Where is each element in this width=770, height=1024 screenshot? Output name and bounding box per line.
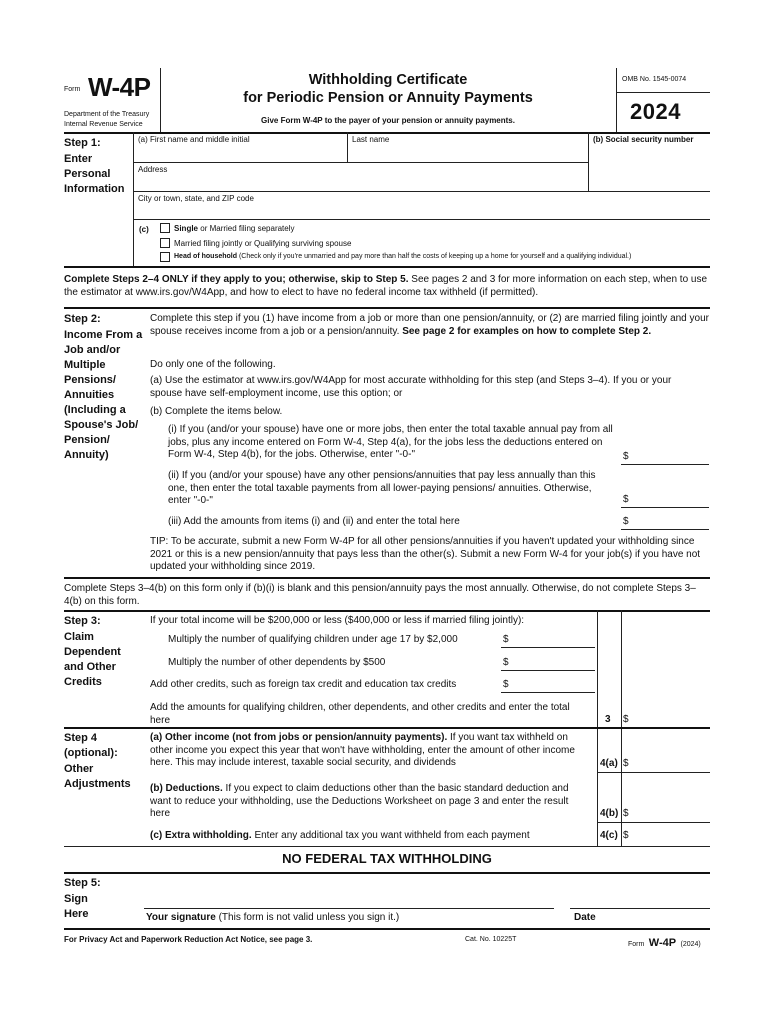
step4b-box-label: 4(b) [600, 808, 619, 819]
step2-i-dollar: $ [623, 451, 629, 462]
give-to-payer: Give Form W-4P to the payer of your pension or annuity payments. [261, 116, 515, 125]
step2-intro: Complete this step if you (1) have income from a job or more than one pension/annuity, or (2) are married filing jointly and your spouse receives income from a job or a pension/annuity. See page 2 for examples on how to complete Step 2. [150, 313, 709, 337]
step4a-amount[interactable] [631, 756, 707, 770]
complete-steps-note2: Complete Steps 3–4(b) on this form only if (b)(i) is blank and this pension/annuity pays the most annually. Otherwise, do not complete Steps 3–4(b) on this form. [64, 583, 696, 607]
step3-credits-dollar: $ [503, 679, 509, 690]
step4c-amount[interactable] [631, 828, 707, 842]
privacy-notice: For Privacy Act and Paperwork Reduction Act Notice, see page 3. [64, 935, 313, 944]
step2-do-only: Do only one of the following. [150, 359, 276, 370]
step2-title: Step 2: [64, 313, 101, 325]
step4-c-text: (c) Extra withholding. Enter any additional tax you want withheld from each payment [150, 830, 530, 841]
step3-children-dollar: $ [503, 634, 509, 645]
step2-ii-dollar: $ [623, 494, 629, 505]
checkbox-single[interactable] [160, 223, 170, 233]
step2-item-iii: (iii) Add the amounts from items (i) and (ii) and enter the total here [168, 516, 460, 527]
step2-tip: TIP: To be accurate, submit a new Form W-4P for all other pensions/annuities if you haven't updated your withholding since 2021 or this is a new pension/annuity that pays less than the other(s). Submit a new Form W-4 for your job(s) if you have not updated your withholding since 2019. [150, 536, 701, 572]
city-field[interactable] [136, 204, 706, 218]
date-field[interactable] [574, 886, 708, 908]
signature-field[interactable] [146, 886, 550, 908]
step4b-amount[interactable] [631, 806, 707, 820]
step4-b-text: (b) Deductions. If you expect to claim deductions other than the basic standard deduction and want to reduce your withholding, use the Deductions Worksheet on page 3 and enter the result here [150, 783, 569, 819]
ssn-field[interactable] [592, 146, 708, 190]
step3-credits-amount[interactable] [511, 677, 593, 691]
step2-item-i: (i) If you (and/or your spouse) have one or more jobs, then enter the total taxable annual pay from all jobs, plus any income entered on Form W-4, Step 4(a), for the jobs less the deductions entered on Form W-4, Step 4(b), for the jobs. Otherwise, enter "-0-" [168, 424, 613, 460]
footer-form-id: Form W-4P (2024) [628, 937, 701, 949]
signature-label: Your signature (This form is not valid unless you sign it.) [146, 912, 400, 923]
step1-title: Step 1: [64, 137, 101, 149]
address-field[interactable] [136, 175, 586, 190]
step4-subtitle: Other Adjustments [64, 763, 131, 790]
filing-single-label: Single or Married filing separately [174, 224, 295, 233]
form-number: W-4P [88, 72, 151, 102]
tax-year: 2024 [630, 99, 681, 124]
step3-box-label: 3 [605, 714, 611, 725]
step2-option-a: (a) Use the estimator at www.irs.gov/W4App for most accurate withholding for this step (and Steps 3–4). If you or your spouse have self-employment income, use this option; or [150, 375, 672, 399]
form-title-line2: for Periodic Pension or Annuity Payments [243, 90, 533, 106]
step4b-dollar: $ [623, 808, 629, 819]
step5-subtitle: Sign Here [64, 893, 89, 920]
first-name-field[interactable] [136, 145, 346, 162]
step4c-dollar: $ [623, 830, 629, 841]
step1-subtitle: Enter Personal Information [64, 153, 125, 195]
step4a-dollar: $ [623, 758, 629, 769]
last-name-label: Last name [352, 135, 390, 144]
filing-status-c: (c) [139, 225, 149, 234]
step3-other-dep-dollar: $ [503, 657, 509, 668]
step2-i-amount[interactable] [631, 449, 707, 463]
date-label: Date [574, 912, 596, 923]
form-title-line1: Withholding Certificate [308, 72, 468, 88]
step4-a-text: (a) Other income (not from jobs or pension/annuity payments). If you want tax withheld on other income you expect this year that won't have withholding, enter the amount of other income here. This may include interest, taxable social security, and dividends [150, 732, 575, 768]
step3-children-line: Multiply the number of qualifying children under age 17 by $2,000 [168, 634, 458, 645]
filing-hoh-label: Head of household (Check only if you're unmarried and pay more than half the costs of keeping up a home for yourself and a qualifying individual.) [174, 253, 632, 260]
dept-line2: Internal Revenue Service [64, 121, 143, 128]
checkbox-head-of-household[interactable] [160, 252, 170, 262]
checkbox-married-jointly[interactable] [160, 238, 170, 248]
address-label: Address [138, 165, 168, 174]
step4c-box-label: 4(c) [600, 830, 618, 841]
dept-line1: Department of the Treasury [64, 111, 150, 118]
step5-title: Step 5: [64, 877, 101, 889]
filing-married-label: Married filing jointly or Qualifying surviving spouse [174, 239, 352, 248]
step2-subtitle: Income From a Job and/or Multiple Pensions/ Annuities (Including a Spouse's Job/ Pension/ Annuity) [64, 329, 143, 461]
step4-title: Step 4 (optional): [64, 732, 118, 759]
step3-other-dep-amount[interactable] [511, 655, 593, 669]
last-name-field[interactable] [350, 145, 586, 162]
step2-item-ii: (ii) If you (and/or your spouse) have any other pensions/annuities that pay less annually than this one, then enter the total taxable payments from all lower-paying pensions/ annuities. Otherwise, enter "-0-" [168, 470, 596, 506]
city-label: City or town, state, and ZIP code [138, 194, 254, 203]
step3-income-line: If your total income will be $200,000 or less ($400,000 or less if married filing jointly): [150, 615, 525, 626]
step2-iii-amount[interactable] [631, 514, 707, 528]
catalog-number: Cat. No. 10225T [465, 936, 517, 943]
step3-children-amount[interactable] [511, 632, 593, 646]
step4a-box-label: 4(a) [600, 758, 618, 769]
form-word: Form [64, 86, 81, 93]
omb-number: OMB No. 1545-0074 [622, 76, 687, 83]
step3-title: Step 3: [64, 615, 101, 627]
no-withholding-heading: NO FEDERAL TAX WITHHOLDING [282, 851, 492, 866]
step3-other-dep-line: Multiply the number of other dependents by $500 [168, 657, 386, 668]
step2-option-b: (b) Complete the items below. [150, 406, 283, 417]
step3-subtitle: Claim Dependent and Other Credits [64, 631, 121, 688]
step2-ii-amount[interactable] [631, 492, 707, 506]
step3-total-amount[interactable] [631, 712, 707, 726]
step3-total-line: Add the amounts for qualifying children, other dependents, and other credits and enter the total here [150, 702, 570, 726]
complete-steps-note: Complete Steps 2–4 ONLY if they apply to you; otherwise, skip to Step 5. See pages 2 and 3 for more information on each step, when to use the estimator at www.irs.gov/W4App, and how to elect to have no federal income tax withheld (if permitted). [64, 274, 708, 298]
step3-credits-line: Add other credits, such as foreign tax credit and education tax credits [150, 679, 457, 690]
step3-total-dollar: $ [623, 714, 629, 725]
first-name-label: (a) First name and middle initial [138, 135, 250, 144]
ssn-label: (b) Social security number [593, 135, 694, 144]
step2-iii-dollar: $ [623, 516, 629, 527]
